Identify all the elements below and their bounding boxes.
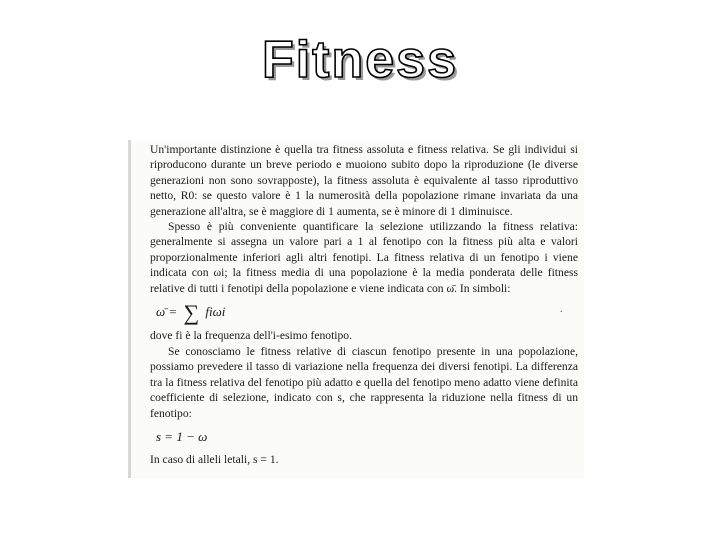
formula-lhs: ω̄ = — [156, 304, 178, 320]
sigma-symbol: ∑ — [183, 300, 200, 326]
page-body — [128, 140, 584, 468]
paragraph-selection-coefficient: Se conosciamo le fitness relative di ciascun fenotipo presente in una popolazione, possiamo prevedere il tasso di variazione nella frequenza dei diversi fenotipi. La differenza tra la fitness relativa del fenotipo più adatto e quella del fenotipo meno adatto viene definita coefficiente di selezione, indicato con s, che rappresenta la riduzione nella fitness di un fenotipo: — [150, 344, 578, 420]
scanned-page — [128, 140, 584, 478]
formula-selection-coefficient: s = 1 − ω — [156, 428, 208, 444]
scan-edge — [128, 140, 131, 478]
formula-mean-fitness — [156, 300, 578, 326]
cutoff-text-line — [150, 473, 570, 478]
paragraph-absolute-fitness: Un'importante distinzione è quella tra fitness assoluta e fitness relativa. Se gli individui si riproducono durante un breve periodo e muoiono subito dopo la riproduzione (le diverse generazioni non sono sovrapposte), la fitness assoluta è equivalente al tasso riproduttivo netto, R0: se questo valore è 1 la numerosità della popolazione rimane invariata da una generazione all'altra, se è maggiore di 1 aumenta, se è minore di 1 diminuisce. — [150, 143, 578, 218]
paragraph-frequency-definition: dove fi è la frequenza dell'i-esimo fenotipo. — [150, 329, 353, 343]
stray-mark: . — [560, 304, 563, 315]
slide-title: Fitness — [261, 31, 459, 89]
paragraph-lethal-alleles: In caso di alleli letali, s = 1. — [150, 453, 279, 467]
paragraph-relative-fitness: Spesso è più conveniente quantificare la selezione utilizzando la fitness relativa: generalmente si assegna un valore pari a 1 al fenotipo con la fitness più alta e valori proporzionalmente inferiori agli altri fenotipi. La fitness relativa di un fenotipo i viene indicata con ωi; la fitness media di una popolazione è la media ponderata delle fitness relative di tutti i fenotipi della popolazione e viene indicata con ω̄. In simboli: — [150, 220, 578, 295]
formula-rhs: fiωi — [205, 304, 226, 320]
